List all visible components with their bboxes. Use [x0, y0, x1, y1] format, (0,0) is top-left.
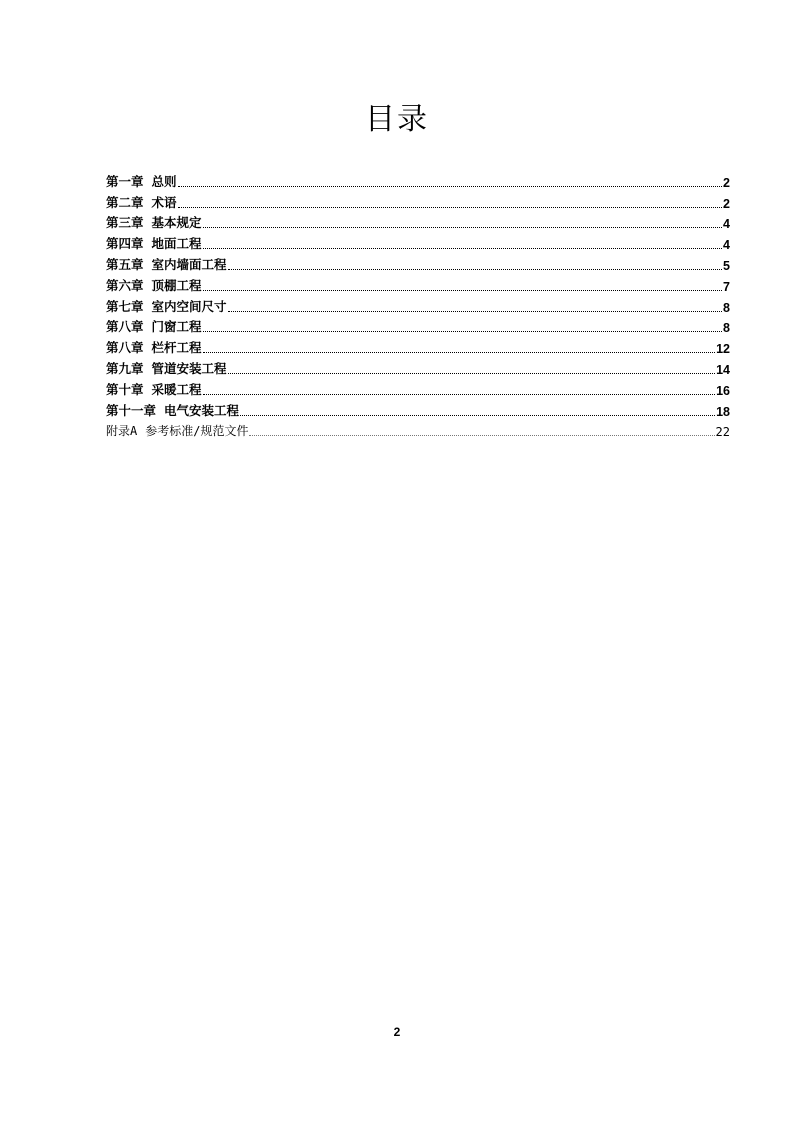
toc-chapter-title: 室内墙面工程 — [151, 256, 227, 272]
toc-entry[interactable] — [106, 211, 730, 232]
toc-dot-leader — [203, 248, 723, 249]
toc-page-number: 2 — [723, 175, 730, 190]
toc-chapter-number: 第三章 — [106, 215, 144, 231]
toc-entry[interactable] — [106, 169, 730, 190]
toc-entry[interactable] — [106, 252, 730, 273]
table-of-contents — [106, 169, 730, 439]
toc-chapter-title: 采暖工程 — [151, 381, 202, 397]
toc-dot-leader — [203, 352, 716, 353]
toc-dot-leader — [203, 227, 723, 228]
toc-dot-leader — [178, 207, 723, 208]
toc-page-number: 4 — [723, 238, 730, 253]
toc-page-number: 5 — [723, 258, 730, 273]
toc-entry[interactable] — [106, 377, 730, 398]
toc-entry[interactable] — [106, 231, 730, 252]
toc-entry-appendix[interactable] — [106, 419, 730, 440]
toc-chapter-number: 第九章 — [106, 360, 144, 376]
toc-chapter-number: 第八章 — [106, 319, 144, 335]
toc-chapter-number: 第七章 — [106, 298, 144, 314]
toc-chapter-title: 参考标准/规范文件 — [145, 424, 249, 439]
page-title: 目录 — [365, 102, 429, 137]
toc-chapter-title: 门窗工程 — [151, 319, 202, 335]
toc-chapter-number: 第一章 — [106, 173, 144, 189]
toc-chapter-title: 管道安装工程 — [151, 360, 227, 376]
toc-chapter-number: 第二章 — [106, 194, 144, 210]
toc-dot-leader — [203, 331, 723, 332]
toc-entry[interactable] — [106, 335, 730, 356]
toc-dot-leader — [228, 373, 716, 374]
toc-page-number: 8 — [723, 321, 730, 336]
toc-page-number: 7 — [723, 279, 730, 294]
toc-page-number: 22 — [715, 425, 730, 440]
toc-page-number: 14 — [716, 362, 730, 377]
toc-page-number: 4 — [723, 217, 730, 232]
toc-dot-leader — [228, 311, 723, 312]
toc-page-number: 2 — [723, 196, 730, 211]
toc-dot-leader — [249, 435, 714, 436]
toc-chapter-number: 第五章 — [106, 256, 144, 272]
toc-chapter-number: 第六章 — [106, 277, 144, 293]
toc-chapter-title: 栏杆工程 — [151, 340, 202, 356]
toc-entry[interactable] — [106, 398, 730, 419]
toc-entry[interactable] — [106, 190, 730, 211]
toc-chapter-title: 术语 — [151, 194, 177, 210]
toc-chapter-number: 第八章 — [106, 340, 144, 356]
toc-entry[interactable] — [106, 315, 730, 336]
toc-entry[interactable] — [106, 294, 730, 315]
toc-chapter-title: 室内空间尺寸 — [151, 298, 227, 314]
toc-page-number: 18 — [716, 404, 730, 419]
toc-chapter-number: 第十章 — [106, 381, 144, 397]
toc-chapter-number: 附录A — [106, 424, 138, 439]
toc-dot-leader — [203, 394, 716, 395]
toc-chapter-title: 地面工程 — [151, 236, 202, 252]
page-number: 2 — [393, 1025, 401, 1039]
toc-dot-leader — [178, 186, 723, 187]
toc-page-number: 16 — [716, 383, 730, 398]
toc-chapter-title: 电气安装工程 — [164, 402, 240, 418]
toc-dot-leader — [240, 415, 715, 416]
toc-chapter-title: 总则 — [151, 173, 177, 189]
toc-chapter-number: 第十一章 — [106, 402, 157, 418]
toc-page-number: 12 — [716, 342, 730, 357]
toc-chapter-number: 第四章 — [106, 236, 144, 252]
toc-entry[interactable] — [106, 273, 730, 294]
toc-dot-leader — [228, 269, 723, 270]
toc-page-number: 8 — [723, 300, 730, 315]
toc-chapter-title: 顶棚工程 — [151, 277, 202, 293]
toc-dot-leader — [203, 290, 723, 291]
toc-chapter-title: 基本规定 — [151, 215, 202, 231]
toc-entry[interactable] — [106, 356, 730, 377]
